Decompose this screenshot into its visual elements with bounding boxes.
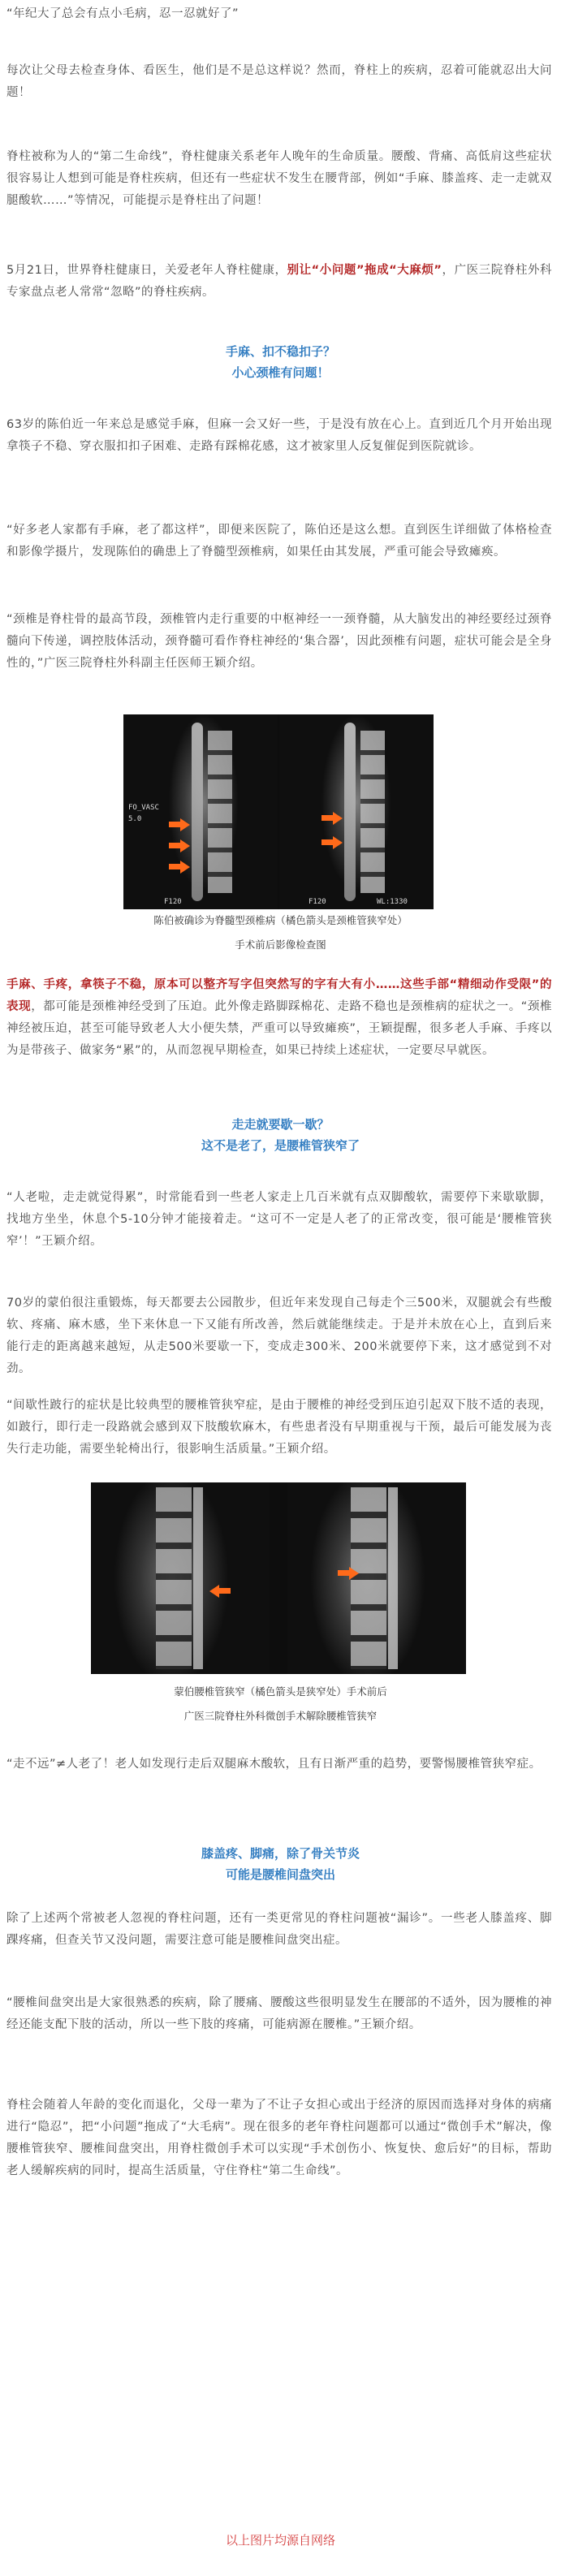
- stenosis-arrow-tail: [321, 815, 333, 821]
- section-heading-lumbar-line2: 这不是老了，是腰椎管狭窄了: [201, 1138, 360, 1153]
- section-heading-disc-herniation: [0, 1843, 561, 1885]
- mri-label: WL:1330: [377, 898, 408, 906]
- section-heading-lumbar-line1: 走走就要歇一歇？: [231, 1117, 330, 1132]
- lumbar-mri-before: [91, 1482, 270, 1674]
- lumbar-canal-shape: [388, 1487, 398, 1669]
- vertebrae-shape: [360, 731, 385, 893]
- stenosis-arrow-tail: [169, 843, 180, 848]
- cervical-mri-before: [123, 714, 278, 909]
- cervical-figure-caption-2: 手术前后影像检查图: [235, 938, 326, 951]
- section-heading-cervical-line1: 手麻、扣不稳扣子？: [225, 344, 335, 359]
- section-heading-cervical: [0, 341, 561, 383]
- walking-warning-paragraph: “走不远”≠人老了！老人如发现行走后双腿麻木酸软，且有日渐严重的趋势，要警惕腰椎管狭窄症。: [6, 1758, 542, 1771]
- lumbar-figure-caption-2: 广医三院脊柱外科微创手术解除腰椎管狭窄: [183, 1710, 378, 1722]
- stenosis-arrow-icon: [349, 1567, 359, 1580]
- lumbar-figure-caption-1: 蒙伯腰椎管狭窄（橘色箭头是狭窄处）手术前后: [174, 1685, 387, 1698]
- stenosis-arrow-tail: [219, 1588, 231, 1594]
- stenosis-arrow-icon: [209, 1585, 219, 1598]
- case-chen-paragraph: 63岁的陈伯近一年来总是感觉手麻，但麻一会又好一些，于是没有放在心上。直到近几个月开始出现拿筷子不稳、穿衣服扣扣子困难、走路有踩棉花感，这才被家里人反复催促到医院就诊。: [6, 418, 552, 453]
- spine-importance-paragraph: 脊柱被称为人的“第二生命线”，脊柱健康关系老年人晚年的生命质量。腰酸、背痛、高低肩这些症状很容易让人想到可能是脊柱疾病，但还有一些症状不发生在腰背部，例如“手麻、膝盖疼、走一走就双腿酸软……”等情况，可能提示是脊柱出了问题！: [6, 150, 552, 207]
- section-heading-disc-line1: 膝盖疼、脚痛，除了骨关节炎: [201, 1846, 360, 1861]
- stenosis-arrow-tail: [338, 1570, 349, 1576]
- mri-label: F120: [164, 898, 182, 906]
- walking-fatigue-paragraph: “人老啦，走走就觉得累”，时常能看到一些老人家走上几百米就有点双脚酸软，需要停下来歇歇脚，找地方坐坐，休息个5-10分钟才能接着走。“这可不一定是人老了的正常改变，很可能是‘腰椎管狭窄’！”王颖介绍。: [6, 1191, 552, 1248]
- mri-label: 5.0: [128, 815, 142, 823]
- stenosis-arrow-icon: [180, 818, 190, 831]
- conclusion-paragraph: 脊柱会随着人年龄的变化而退化，父母一辈为了不让子女担心或出于经济的原因而选择对身体的病痛进行“隐忍”，把“小问题”拖成了“大毛病”。现在很多的老年脊柱问题都可以通过“微创手术”解决，像腰椎管狭窄、腰椎间盘突出，用脊柱微创手术可以实现“手术创伤小、恢复快、愈后好”的目标，帮助老人缓解疾病的同时，提高生活质量，守住脊柱“第二生命线”。: [6, 2099, 552, 2177]
- lumbar-mri-figure: [91, 1482, 466, 1674]
- mri-label: F120: [309, 898, 326, 906]
- case-chen-diagnosis-paragraph: “好多老人家都有手麻，老了都这样”，即便来医院了，陈伯还是这么想。直到医生详细做了体格检查和影像学摄片，发现陈伯的确患上了脊髓型颈椎病，如果任由其发展，严重可能会导致瘫痪。: [6, 524, 552, 559]
- stenosis-arrow-icon: [333, 836, 343, 849]
- lumbar-canal-shape: [193, 1487, 203, 1669]
- stenosis-arrow-tail: [169, 864, 180, 869]
- stenosis-arrow-icon: [333, 812, 343, 825]
- section-heading-lumbar-stenosis: [0, 1114, 561, 1156]
- section-heading-disc-line2: 可能是腰椎间盘突出: [225, 1867, 335, 1882]
- stenosis-arrow-icon: [180, 861, 190, 874]
- cervical-mri-figure: [123, 714, 434, 909]
- stenosis-arrow-icon: [180, 839, 190, 852]
- disc-herniation-paragraph: “腰椎间盘突出是大家很熟悉的疾病，除了腰痛、腰酸这些很明显发生在腰部的不适外，因为腰椎的神经还能支配下肢的活动，所以一些下肢的疼痛，可能病源在腰椎。”王颖介绍。: [6, 1996, 552, 2031]
- stenosis-arrow-tail: [321, 839, 333, 845]
- intro-paragraph: 每次让父母去检查身体、看医生，他们是不是总这样说？然而，脊柱上的疾病，忍着可能就忍出大问题！: [6, 64, 552, 99]
- spinal-cord-shape: [192, 723, 203, 901]
- image-source-note: 以上图片均源自网络: [225, 2533, 335, 2548]
- cervical-explanation-paragraph: “颈椎是脊柱骨的最高节段，颈椎管内走行重要的中枢神经一一颈脊髓，从大脑发出的神经要经过颈脊髓向下传递，调控肢体活动，颈脊髓可看作脊柱神经的‘集合器’，因此颈椎有问题，症状可能会是全身性的，”广医三院脊柱外科副主任医师王颖介绍。: [6, 613, 552, 670]
- hand-symptoms-paragraph: [6, 974, 552, 1062]
- misdiagnosis-paragraph: 除了上述两个常被老人忽视的脊柱问题，还有一类更常见的脊柱问题被“漏诊”。一些老人膝盖疼、脚踝疼痛，但查关节又没问题，需要注意可能是腰椎间盘突出症。: [6, 1912, 552, 1947]
- lumbar-mri-after: [287, 1482, 466, 1674]
- case-meng-paragraph: 70岁的蒙伯很注重锻炼，每天都要去公园散步，但近年来发现自己每走个三500米，双腿就会有些酸软、疼痛、麻木感，坐下来休息一下又能有所改善，然后就能继续走。于是并未放在心上，直到后来能行走的距离越来越短，从走500米要歇一下，变成走300米、200米就要停下来，这才感觉到不对劲。: [6, 1297, 552, 1375]
- vertebrae-shape: [208, 731, 232, 893]
- section-heading-cervical-line2: 小心颈椎有问题！: [231, 365, 330, 380]
- lumbar-vertebrae-shape: [156, 1487, 192, 1669]
- intro-quote: “年纪大了总会有点小毛病，忍一忍就好了”: [6, 7, 240, 20]
- mri-label: FO_VASC: [128, 804, 159, 812]
- claudication-paragraph: “间歇性跛行的症状是比较典型的腰椎管狭窄症，是由于腰椎的神经受到压迫引起双下肢不适的表现，如跛行，即行走一段路就会感到双下肢酸软麻木，有些患者没有早期重视与干预，最后可能发展为丧失行走功能，需要坐轮椅出行，很影响生活质量。”王颖介绍。: [6, 1399, 552, 1456]
- spine-day-paragraph: [6, 260, 552, 304]
- spine-day-highlight: 别让“小问题”拖成“大麻烦”: [287, 264, 442, 277]
- cervical-mri-after: [279, 714, 434, 909]
- spine-day-text-c: ，广医三院脊柱外科专家盘点老人常常“忽略”的脊柱疾病。: [6, 264, 553, 299]
- stenosis-arrow-tail: [169, 822, 180, 827]
- spine-day-text-a: 5月21日，世界脊柱健康日，关爱老年人脊柱健康，: [6, 264, 287, 277]
- hand-symptoms-highlight: 手麻、手疼，拿筷子不稳，原本可以整齐写字但突然写的字有大有小……这些手部“精细动作受限”的表现: [6, 978, 552, 1013]
- spinal-cord-shape: [344, 723, 356, 901]
- hand-symptoms-text: ，都可能是颈椎神经受到了压迫。此外像走路脚踩棉花、走路不稳也是颈椎病的症状之一。“颈椎神经被压迫，甚至可能导致老人大小便失禁，严重可以导致瘫痪”，王颖提醒，很多老人手麻、手疼以为是带孩子、做家务“累”的，从而忽视早期检查，如果已持续上述症状，一定要尽早就医。: [6, 1000, 552, 1057]
- cervical-figure-caption-1: 陈伯被确诊为脊髓型颈椎病（橘色箭头是颈椎管狭窄处）: [153, 914, 408, 926]
